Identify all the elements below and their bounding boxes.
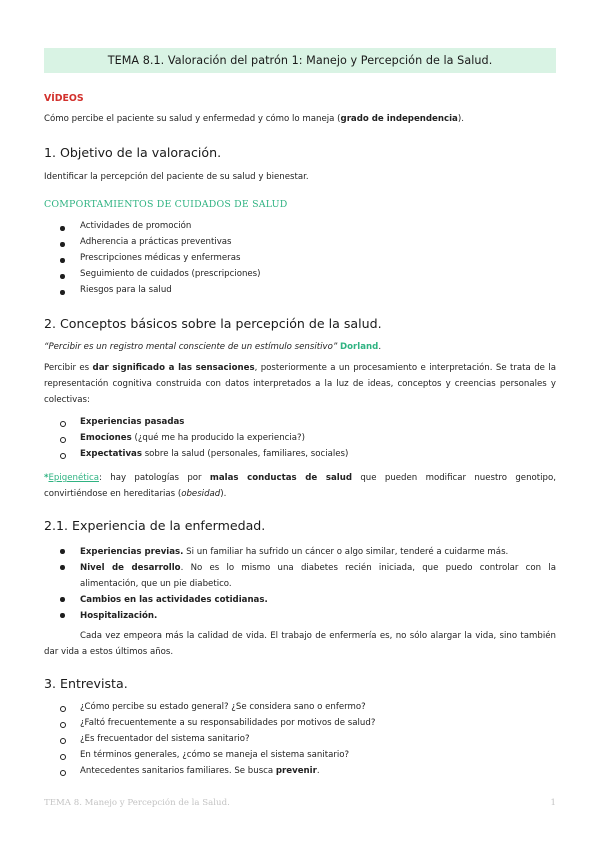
list-item: Emociones (¿qué me ha producido la experiencia?) xyxy=(60,433,348,449)
intro-paragraph: Cómo percibe el paciente su salud y enfermedad y cómo lo maneja (grado de independencia). xyxy=(44,114,464,124)
list-item: Actividades de promoción xyxy=(60,221,261,237)
circle-bullet-icon xyxy=(60,754,66,760)
section-2-heading: 2. Conceptos básicos sobre la percepción de la salud. xyxy=(44,316,382,331)
bullet-icon xyxy=(60,226,65,231)
list-item: Nivel de desarrollo. No es lo mismo una diabetes recién iniciada, que puedo controlar con la alimentación, que un pie diabetico. xyxy=(60,560,556,592)
videos-link[interactable]: VÍDEOS xyxy=(44,93,84,104)
list-item: ¿Cómo percibe su estado general? ¿Se considera sano o enfermo? xyxy=(60,702,375,718)
list-item: ¿Faltó frecuentemente a su responsabilidades por motivos de salud? xyxy=(60,718,375,734)
list-item: ¿Es frecuentador del sistema sanitario? xyxy=(60,734,375,750)
quality-of-life-paragraph: Cada vez empeora más la calidad de vida. El trabajo de enfermería es, no sólo alargar la vida, sino también dar vida a estos últimos años. xyxy=(44,631,556,657)
bullet-icon xyxy=(60,290,65,295)
bullet-icon xyxy=(60,613,65,618)
list-item: Seguimiento de cuidados (prescripciones) xyxy=(60,269,261,285)
perception-factors-list xyxy=(60,417,348,465)
list-item: Expectativas sobre la salud (personales, familiares, sociales) xyxy=(60,449,348,465)
circle-bullet-icon xyxy=(60,421,66,427)
footer-text: TEMA 8. Manejo y Percepción de la Salud. xyxy=(44,798,230,808)
page-number: 1 xyxy=(550,798,556,808)
epigenetics-paragraph: *Epigenética: hay patologías por malas conductas de salud que pueden modificar nuestro genotipo, convirtiéndose en hereditarias (obesidad). xyxy=(44,473,556,499)
circle-bullet-icon xyxy=(60,453,66,459)
illness-experience-list xyxy=(60,544,556,624)
list-item: Experiencias previas. Si un familiar ha sufrido un cáncer o algo similar, tenderé a cuidarme más. xyxy=(60,544,556,560)
interview-questions-list xyxy=(60,702,375,782)
bullet-icon xyxy=(60,274,65,279)
list-item: Antecedentes sanitarios familiares. Se busca prevenir. xyxy=(60,766,375,782)
page-title xyxy=(44,48,556,73)
section-2-1-heading: 2.1. Experiencia de la enfermedad. xyxy=(44,518,266,533)
section-1-text: Identificar la percepción del paciente de su salud y bienestar. xyxy=(44,172,309,182)
list-item: Experiencias pasadas xyxy=(60,417,348,433)
perception-paragraph: Percibir es dar significado a las sensaciones, posteriormente a un procesamiento e interpretación. Se trata de la representación cognitiva construida con datos interpretados a la luz de ideas, conceptos y creencias personales y colectivas: xyxy=(44,363,556,405)
list-item: En términos generales, ¿cómo se maneja el sistema sanitario? xyxy=(60,750,375,766)
section-1-heading: 1. Objetivo de la valoración. xyxy=(44,145,222,160)
circle-bullet-icon xyxy=(60,770,66,776)
list-item: Adherencia a prácticas preventivas xyxy=(60,237,261,253)
circle-bullet-icon xyxy=(60,706,66,712)
circle-bullet-icon xyxy=(60,722,66,728)
bullet-icon xyxy=(60,549,65,554)
bullet-icon xyxy=(60,242,65,247)
list-item: Hospitalización. xyxy=(60,608,556,624)
care-behaviors-list xyxy=(60,221,261,301)
section-3-heading: 3. Entrevista. xyxy=(44,676,128,691)
list-item: Cambios en las actividades cotidianas. xyxy=(60,592,556,608)
page-title-text: TEMA 8.1. Valoración del patrón 1: Manejo y Percepción de la Salud. xyxy=(107,54,493,67)
circle-bullet-icon xyxy=(60,437,66,443)
bullet-icon xyxy=(60,565,65,570)
circle-bullet-icon xyxy=(60,738,66,744)
quote: “Percibir es un registro mental consciente de un estímulo sensitivo” Dorland. xyxy=(44,342,382,352)
list-item: Riesgos para la salud xyxy=(60,285,261,301)
section-1-subheading: COMPORTAMIENTOS DE CUIDADOS DE SALUD xyxy=(44,199,288,210)
bullet-icon xyxy=(60,597,65,602)
list-item: Prescripciones médicas y enfermeras xyxy=(60,253,261,269)
epigenetics-link[interactable]: Epigenética xyxy=(48,473,99,483)
bullet-icon xyxy=(60,258,65,263)
